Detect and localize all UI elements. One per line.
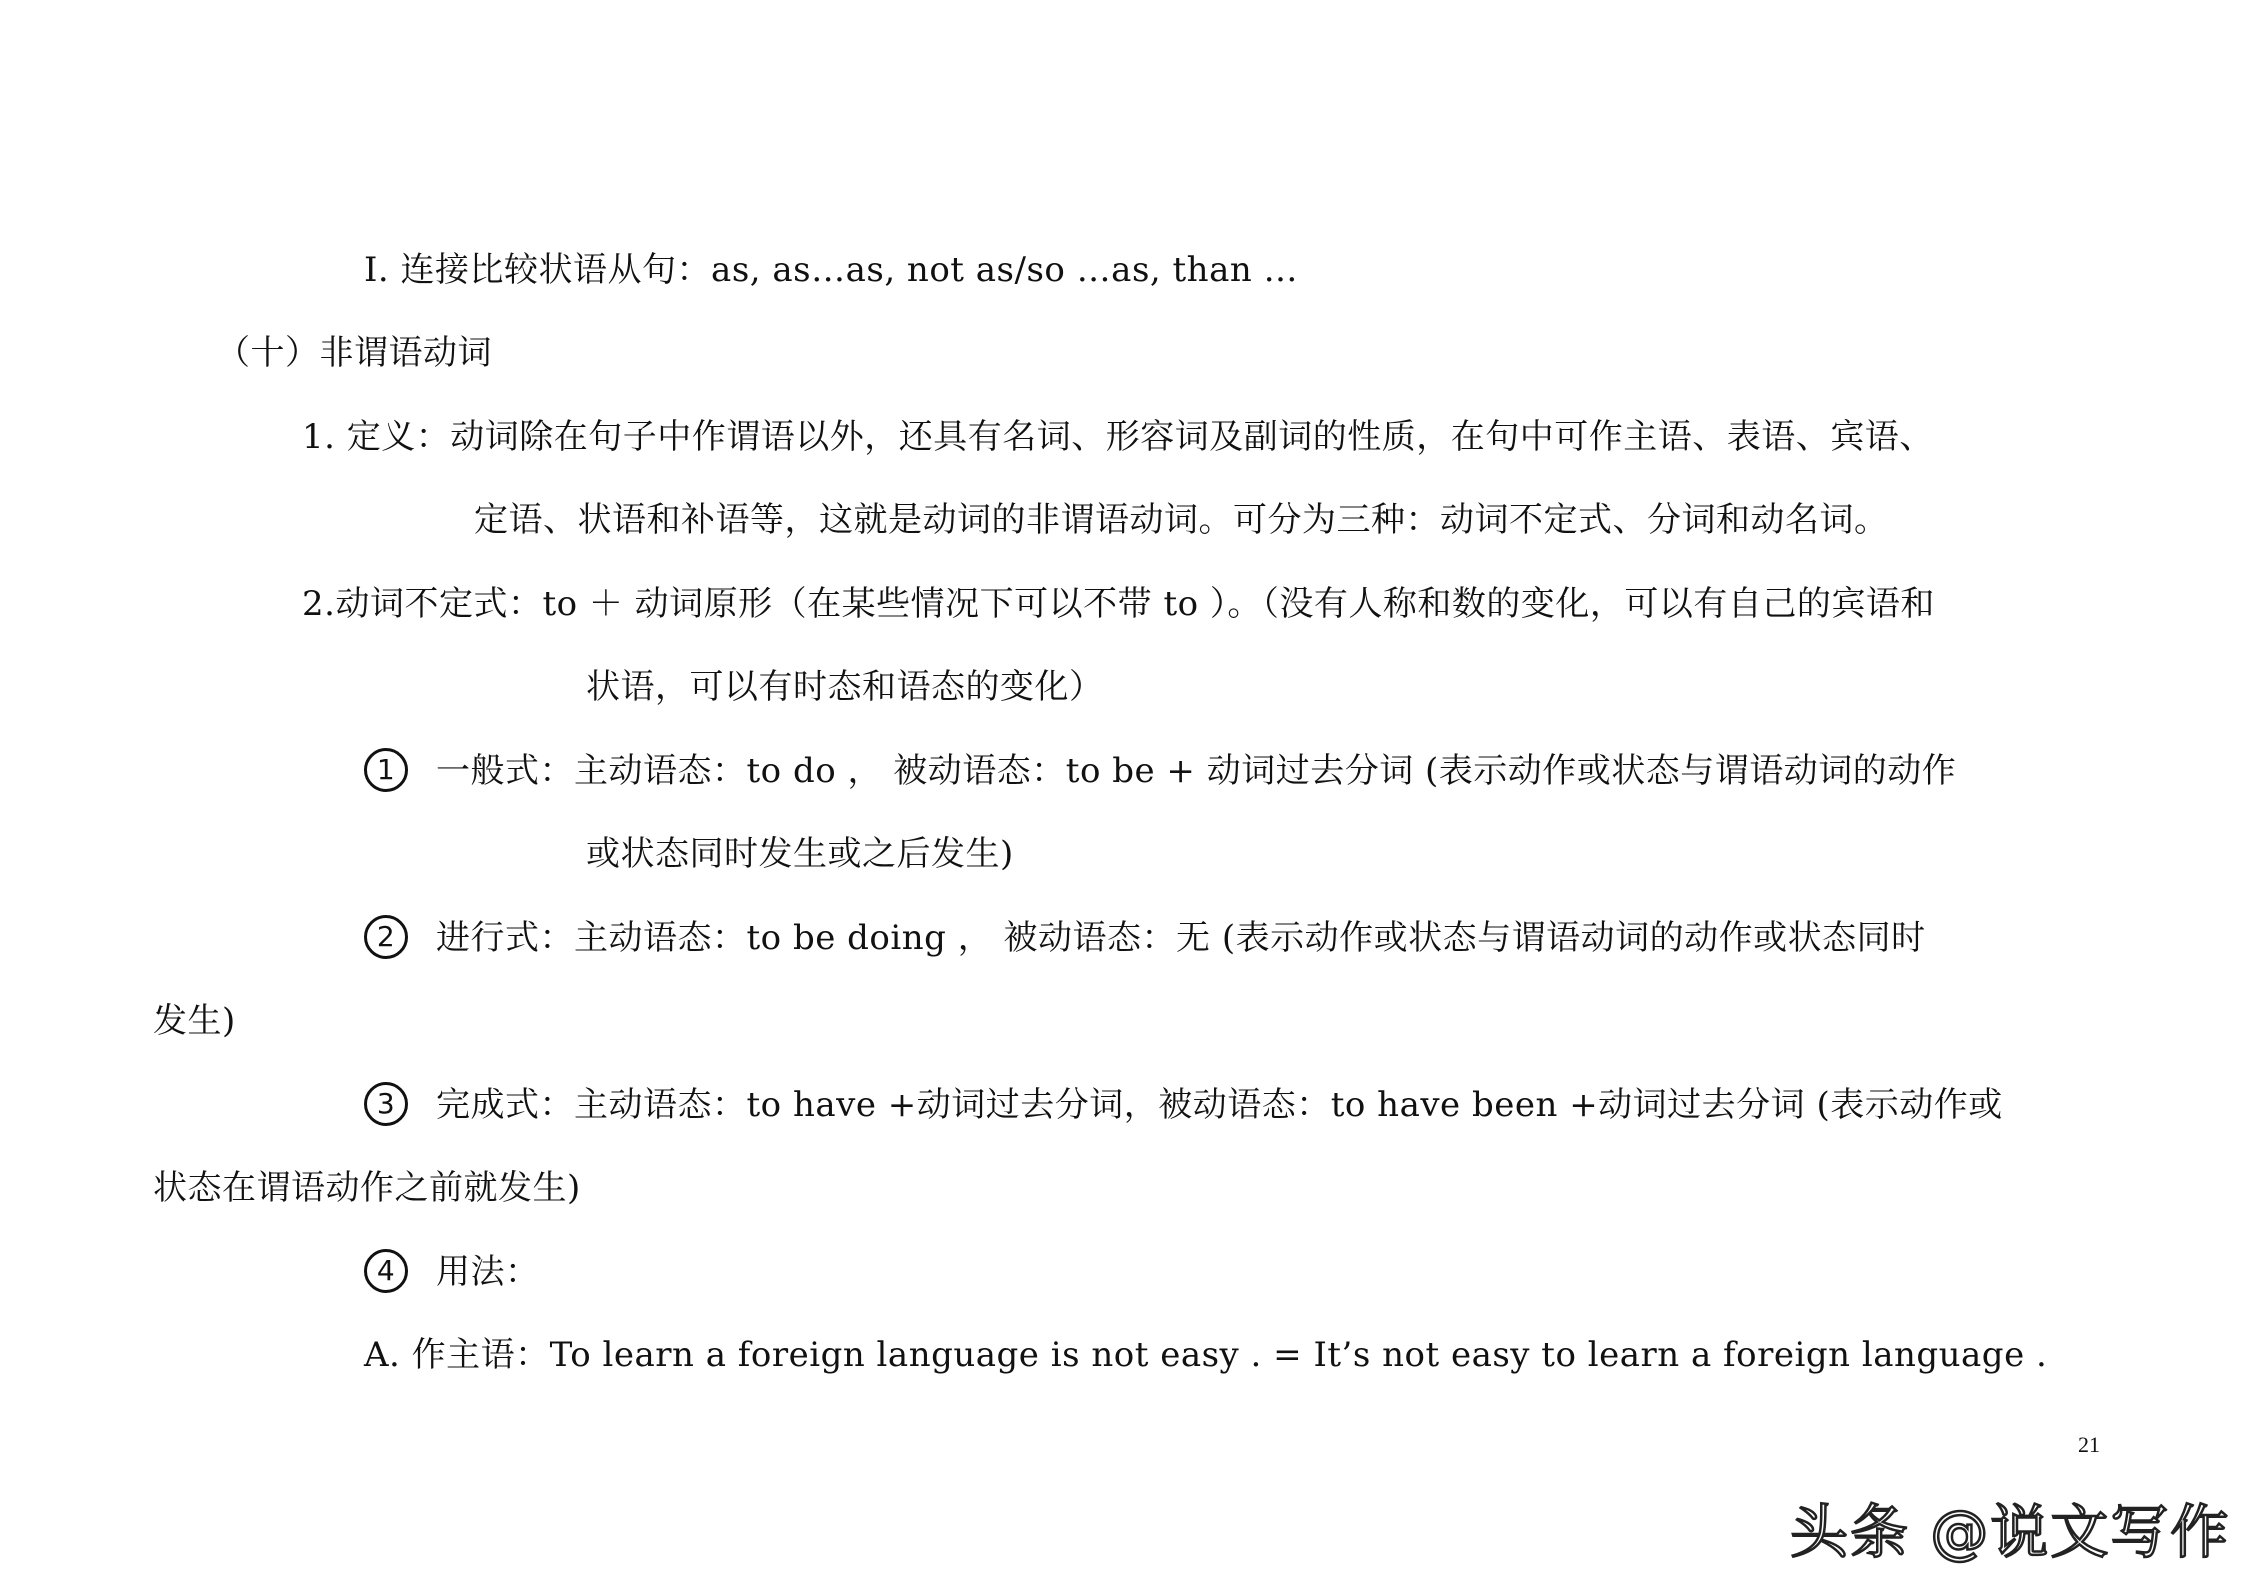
text-line [364,1252,540,1296]
text-line [153,1168,581,1208]
text-line [474,500,1889,540]
text-line [302,584,1935,624]
simple-form-continuation: 或状态同时发生或之后发生) [586,834,1014,874]
watermark: 头条 @说文写作 [1790,1498,2231,1566]
text-line [364,250,1298,290]
text-line [364,751,1956,795]
simple-form-line: 一般式：主动语态：to do ， 被动语态：to be + 动词过去分词 (表示动作或状态与谓语动词的动作 [436,751,1957,791]
text-line [153,1001,236,1041]
page-number: 21 [2078,1432,2100,1457]
section-title: （十）非谓语动词 [216,333,492,373]
circled-number-1: 1 [364,748,408,792]
progressive-form-line: 进行式：主动语态：to be doing ， 被动语态：无 (表示动作或状态与谓语动词的动作或状态同时 [436,918,1926,958]
text-line [586,834,1014,874]
circled-number-2: 2 [364,915,408,959]
perfect-form-continuation: 状态在谓语动作之前就发生) [153,1168,581,1208]
text-line [364,918,1926,962]
infinitive-line: 2.动词不定式：to ＋ 动词原形（在某些情况下可以不带 to ）。（没有人称和数的变化，可以有自己的宾语和 [302,584,1935,624]
definition-continuation: 定语、状语和补语等，这就是动词的非谓语动词。可分为三种：动词不定式、分词和动名词。 [474,500,1889,540]
definition-line: 1. 定义：动词除在句子中作谓语以外，还具有名词、形容词及副词的性质，在句中可作主语、表语、宾语、 [302,417,1934,457]
usage-example-a: A. 作主语：To learn a foreign language is not easy . = It’s not easy to learn a foreign language . [364,1335,2048,1375]
perfect-form-line: 完成式：主动语态：to have +动词过去分词，被动语态：to have been +动词过去分词 (表示动作或 [436,1085,2003,1125]
progressive-form-continuation: 发生) [153,1001,236,1041]
text-line [364,1335,2047,1375]
circled-number-4: 4 [364,1249,408,1293]
text-line [302,417,1934,457]
infinitive-continuation: 状语，可以有时态和语态的变化） [586,667,1104,707]
text-line [586,667,1104,707]
circled-number-3: 3 [364,1082,408,1126]
section-heading [216,333,492,373]
usage-heading: 用法： [436,1252,540,1292]
text-line [364,1085,2003,1129]
comparison-clause-line: I. 连接比较状语从句：as, as…as, not as/so …as, than … [364,250,1299,290]
